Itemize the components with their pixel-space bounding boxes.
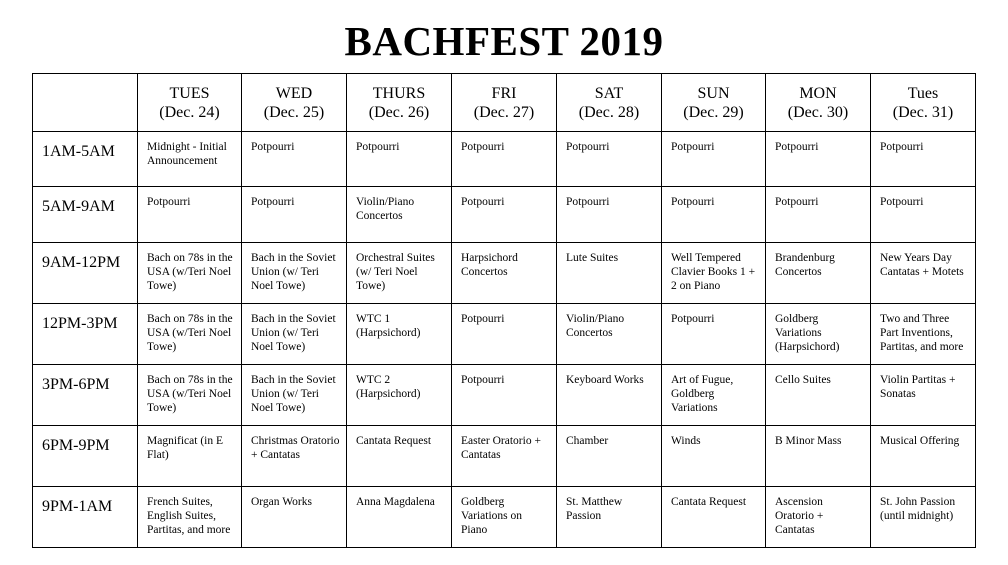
program-cell: Potpourri [871, 187, 976, 243]
program-cell: Anna Magdalena [347, 487, 452, 548]
program-cell: Musical Offering [871, 426, 976, 487]
program-cell: Bach in the Soviet Union (w/ Teri Noel Towe) [242, 304, 347, 365]
time-slot-label: 1AM-5AM [33, 132, 138, 187]
program-cell: Potpourri [347, 132, 452, 187]
program-cell: Bach on 78s in the USA (w/Teri Noel Towe) [138, 365, 242, 426]
program-cell: New Years Day Cantatas + Motets [871, 243, 976, 304]
table-row [33, 187, 976, 243]
time-slot-label: 3PM-6PM [33, 365, 138, 426]
day-header [662, 74, 766, 132]
program-cell: Violin/Piano Concertos [347, 187, 452, 243]
program-cell: Potpourri [557, 187, 662, 243]
program-cell: WTC 2 (Harpsichord) [347, 365, 452, 426]
program-cell: Violin/Piano Concertos [557, 304, 662, 365]
page-title: BACHFEST 2019 [344, 18, 664, 64]
program-cell: Cantata Request [662, 487, 766, 548]
program-cell: St. John Passion (until midnight) [871, 487, 976, 548]
program-cell: Chamber [557, 426, 662, 487]
day-header [871, 74, 976, 132]
program-cell: Bach in the Soviet Union (w/ Teri Noel Towe) [242, 243, 347, 304]
program-cell: Winds [662, 426, 766, 487]
table-row [33, 132, 976, 187]
day-date: (Dec. 30) [787, 104, 849, 121]
program-cell: Midnight - Initial Announcement [138, 132, 242, 187]
day-header [452, 74, 557, 132]
program-cell: Lute Suites [557, 243, 662, 304]
program-cell: St. Matthew Passion [557, 487, 662, 548]
program-cell: Brandenburg Concertos [766, 243, 871, 304]
day-name: MON [799, 85, 837, 102]
program-cell: Potpourri [557, 132, 662, 187]
program-cell: Bach on 78s in the USA (w/Teri Noel Towe) [138, 304, 242, 365]
program-cell: Keyboard Works [557, 365, 662, 426]
program-cell: Potpourri [662, 304, 766, 365]
program-cell: Potpourri [662, 187, 766, 243]
day-name: SAT [594, 85, 624, 102]
program-cell: Bach on 78s in the USA (w/Teri Noel Towe) [138, 243, 242, 304]
day-header [766, 74, 871, 132]
program-cell: Potpourri [452, 187, 557, 243]
day-date: (Dec. 25) [263, 104, 325, 121]
time-slot-label: 5AM-9AM [33, 187, 138, 243]
corner-cell [33, 74, 138, 132]
program-cell: French Suites, English Suites, Partitas, and more [138, 487, 242, 548]
table-row [33, 243, 976, 304]
schedule-table [32, 73, 976, 548]
header-row [33, 74, 976, 132]
day-name: Tues [907, 85, 939, 102]
program-cell: Easter Oratorio + Cantatas [452, 426, 557, 487]
program-cell: Organ Works [242, 487, 347, 548]
program-cell: B Minor Mass [766, 426, 871, 487]
program-cell: WTC 1 (Harpsichord) [347, 304, 452, 365]
program-cell: Potpourri [766, 187, 871, 243]
program-cell: Potpourri [871, 132, 976, 187]
day-header [242, 74, 347, 132]
program-cell: Ascension Oratorio + Cantatas [766, 487, 871, 548]
table-row [33, 426, 976, 487]
day-name: WED [275, 85, 313, 102]
time-slot-label: 12PM-3PM [33, 304, 138, 365]
program-cell: Art of Fugue, Goldberg Variations [662, 365, 766, 426]
day-name: TUES [169, 85, 210, 102]
program-cell: Cello Suites [766, 365, 871, 426]
program-cell: Potpourri [242, 187, 347, 243]
time-slot-label: 9AM-12PM [33, 243, 138, 304]
program-cell: Orchestral Suites (w/ Teri Noel Towe) [347, 243, 452, 304]
day-name: THURS [372, 85, 426, 102]
program-cell: Potpourri [138, 187, 242, 243]
table-row [33, 365, 976, 426]
day-date: (Dec. 28) [578, 104, 640, 121]
time-slot-label: 9PM-1AM [33, 487, 138, 548]
program-cell: Well Tempered Clavier Books 1 + 2 on Piano [662, 243, 766, 304]
day-date: (Dec. 29) [683, 104, 744, 121]
program-cell: Goldberg Variations on Piano [452, 487, 557, 548]
program-cell: Potpourri [662, 132, 766, 187]
program-cell: Potpourri [452, 132, 557, 187]
program-cell: Cantata Request [347, 426, 452, 487]
day-name: SUN [697, 85, 730, 102]
program-cell: Harpsichord Concertos [452, 243, 557, 304]
program-cell: Violin Partitas + Sonatas [871, 365, 976, 426]
program-cell: Magnificat (in E Flat) [138, 426, 242, 487]
program-cell: Bach in the Soviet Union (w/ Teri Noel Towe) [242, 365, 347, 426]
program-cell: Potpourri [452, 304, 557, 365]
program-cell: Potpourri [452, 365, 557, 426]
day-date: (Dec. 31) [892, 104, 954, 121]
day-header [138, 74, 242, 132]
program-cell: Potpourri [766, 132, 871, 187]
day-date: (Dec. 26) [368, 104, 430, 121]
day-header [557, 74, 662, 132]
table-row [33, 487, 976, 548]
day-name: FRI [491, 85, 517, 102]
program-cell: Two and Three Part Inventions, Partitas, and more [871, 304, 976, 365]
table-row [33, 304, 976, 365]
day-header [347, 74, 452, 132]
program-cell: Potpourri [242, 132, 347, 187]
program-cell: Christmas Oratorio + Cantatas [242, 426, 347, 487]
time-slot-label: 6PM-9PM [33, 426, 138, 487]
day-date: (Dec. 24) [159, 104, 220, 121]
program-cell: Goldberg Variations (Harpsichord) [766, 304, 871, 365]
day-date: (Dec. 27) [473, 104, 535, 121]
